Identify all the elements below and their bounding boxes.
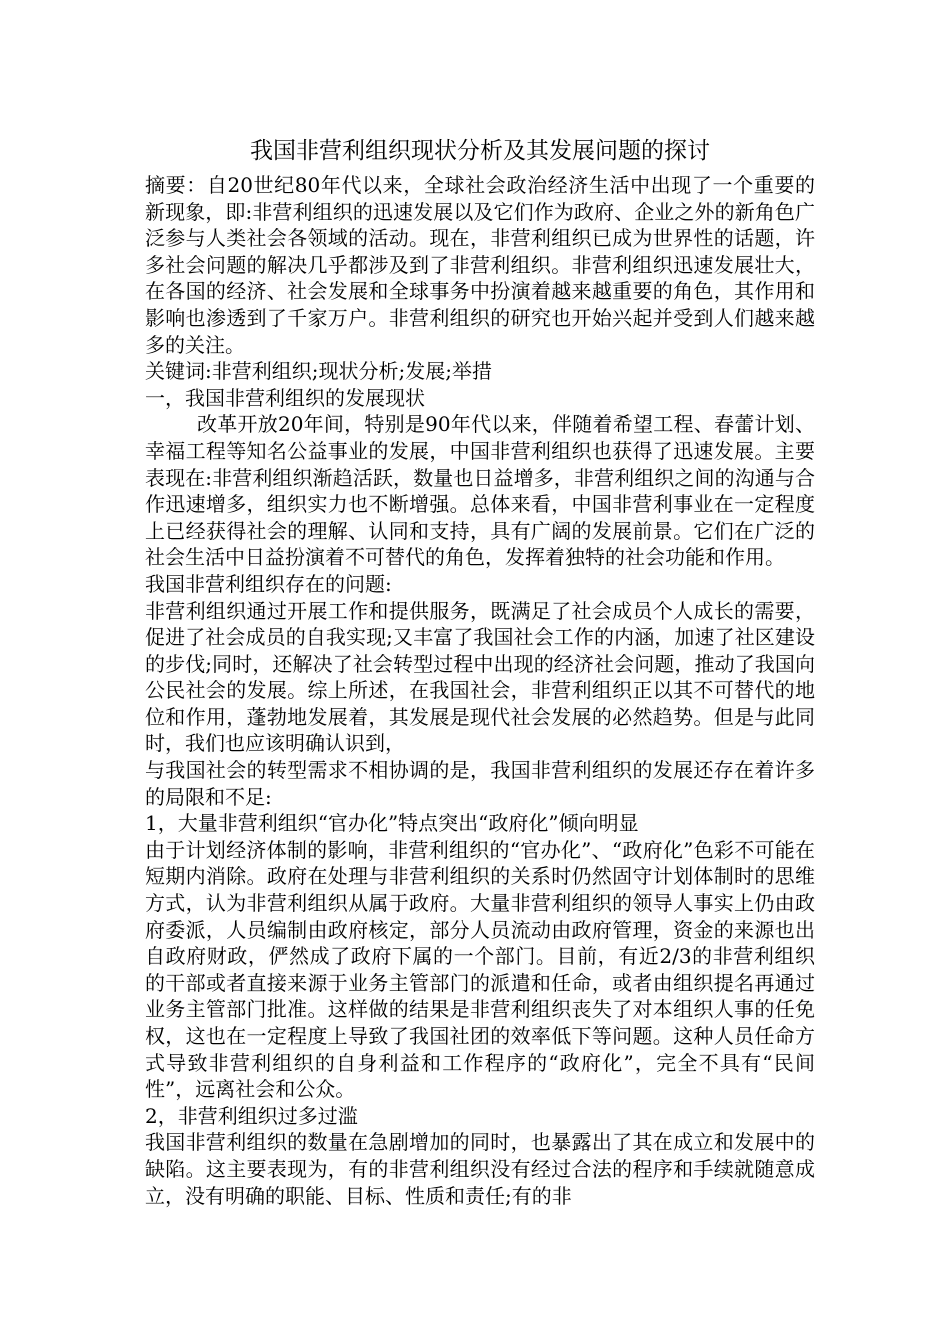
body-paragraph: 改革开放20年间，特别是90年代以来，伴随着希望工程、春蕾计划、幸福工程等知名公益事业的发展，中国非营利组织也获得了迅速发展。主要表现在:非营利组织渐趋活跃，数量也日益增多，非营利组织之间的沟通与合作迅速增多，组织实力也不断增强。总体来看，中国非营利事业在一定程度上已经获得社会的理解、认同和支持，具有广阔的发展前景。它们在广泛的社会生活中日益扮演着不可替代的角色，发挥着独特的社会功能和作用。 — [145, 412, 815, 570]
document-title: 我国非营利组织现状分析及其发展问题的探讨 — [250, 138, 710, 164]
body-paragraph: 由于计划经济体制的影响，非营利组织的“官办化”、“政府化”色彩不可能在短期内消除。政府在处理与非营利组织的关系时仍然固守计划体制时的思维方式，认为非营利组织从属于政府。大量非营利组织的领导人事实上仍由政府委派，人员编制由政府核定，部分人员流动由政府管理，资金的来源也出自政府财政，俨然成了政府下属的一个部门。目前，有近2/3的非营利组织的干部或者直接来源于业务主管部门的派遣和任命，或者由组织提名再通过业务主管部门批准。这样做的结果是非营利组织丧失了对本组织人事的任免权，这也在一定程度上导致了我国社团的效率低下等问题。这种人员任命方式导致非营利组织的自身利益和工作程序的“政府化”，完全不具有“民间性”，远离社会和公众。 — [145, 837, 815, 1102]
section-heading-problems: 我国非营利组织存在的问题: — [145, 571, 392, 596]
section-heading-1: 一，我国非营利组织的发展现状 — [145, 385, 425, 410]
abstract-paragraph: 摘要：自20世纪80年代以来，全球社会政治经济生活中出现了一个重要的新现象，即:非营利组织的迅速发展以及它们作为政府、企业之外的新角色广泛参与人类社会各领域的活动。现在，非营利组织已成为世界性的话题，许多社会问题的解决几乎都涉及到了非营利组织。非营利组织迅速发展壮大，在各国的经济、社会发展和全球事务中扮演着越来越重要的角色，其作用和影响也渗透到了千家万户。非营利组织的研究也开始兴起并受到人们越来越多的关注。 — [145, 173, 815, 357]
document-page — [145, 134, 815, 1209]
keywords-line: 关键词:非营利组织;现状分析;发展;举措 — [145, 359, 492, 384]
document-body — [145, 172, 815, 1209]
subheading-1: 1，大量非营利组织“官办化”特点突出“政府化”倾向明显 — [145, 811, 639, 836]
body-paragraph: 与我国社会的转型需求不相协调的是，我国非营利组织的发展还存在着许多的局限和不足: — [145, 758, 815, 809]
subheading-2: 2，非营利组织过多过滥 — [145, 1103, 358, 1128]
body-paragraph: 我国非营利组织的数量在急剧增加的同时，也暴露出了其在成立和发展中的缺陷。这主要表现为，有的非营利组织没有经过合法的程序和手续就随意成立，没有明确的职能、目标、性质和责任;有的非 — [145, 1130, 815, 1208]
body-paragraph: 非营利组织通过开展工作和提供服务，既满足了社会成员个人成长的需要，促进了社会成员的自我实现;又丰富了我国社会工作的内涵，加速了社区建设的步伐;同时，还解决了社会转型过程中出现的经济社会问题，推动了我国向公民社会的发展。综上所述，在我国社会，非营利组织正以其不可替代的地位和作用，蓬勃地发展着，其发展是现代社会发展的必然趋势。但是与此同时，我们也应该明确认识到， — [145, 598, 815, 756]
